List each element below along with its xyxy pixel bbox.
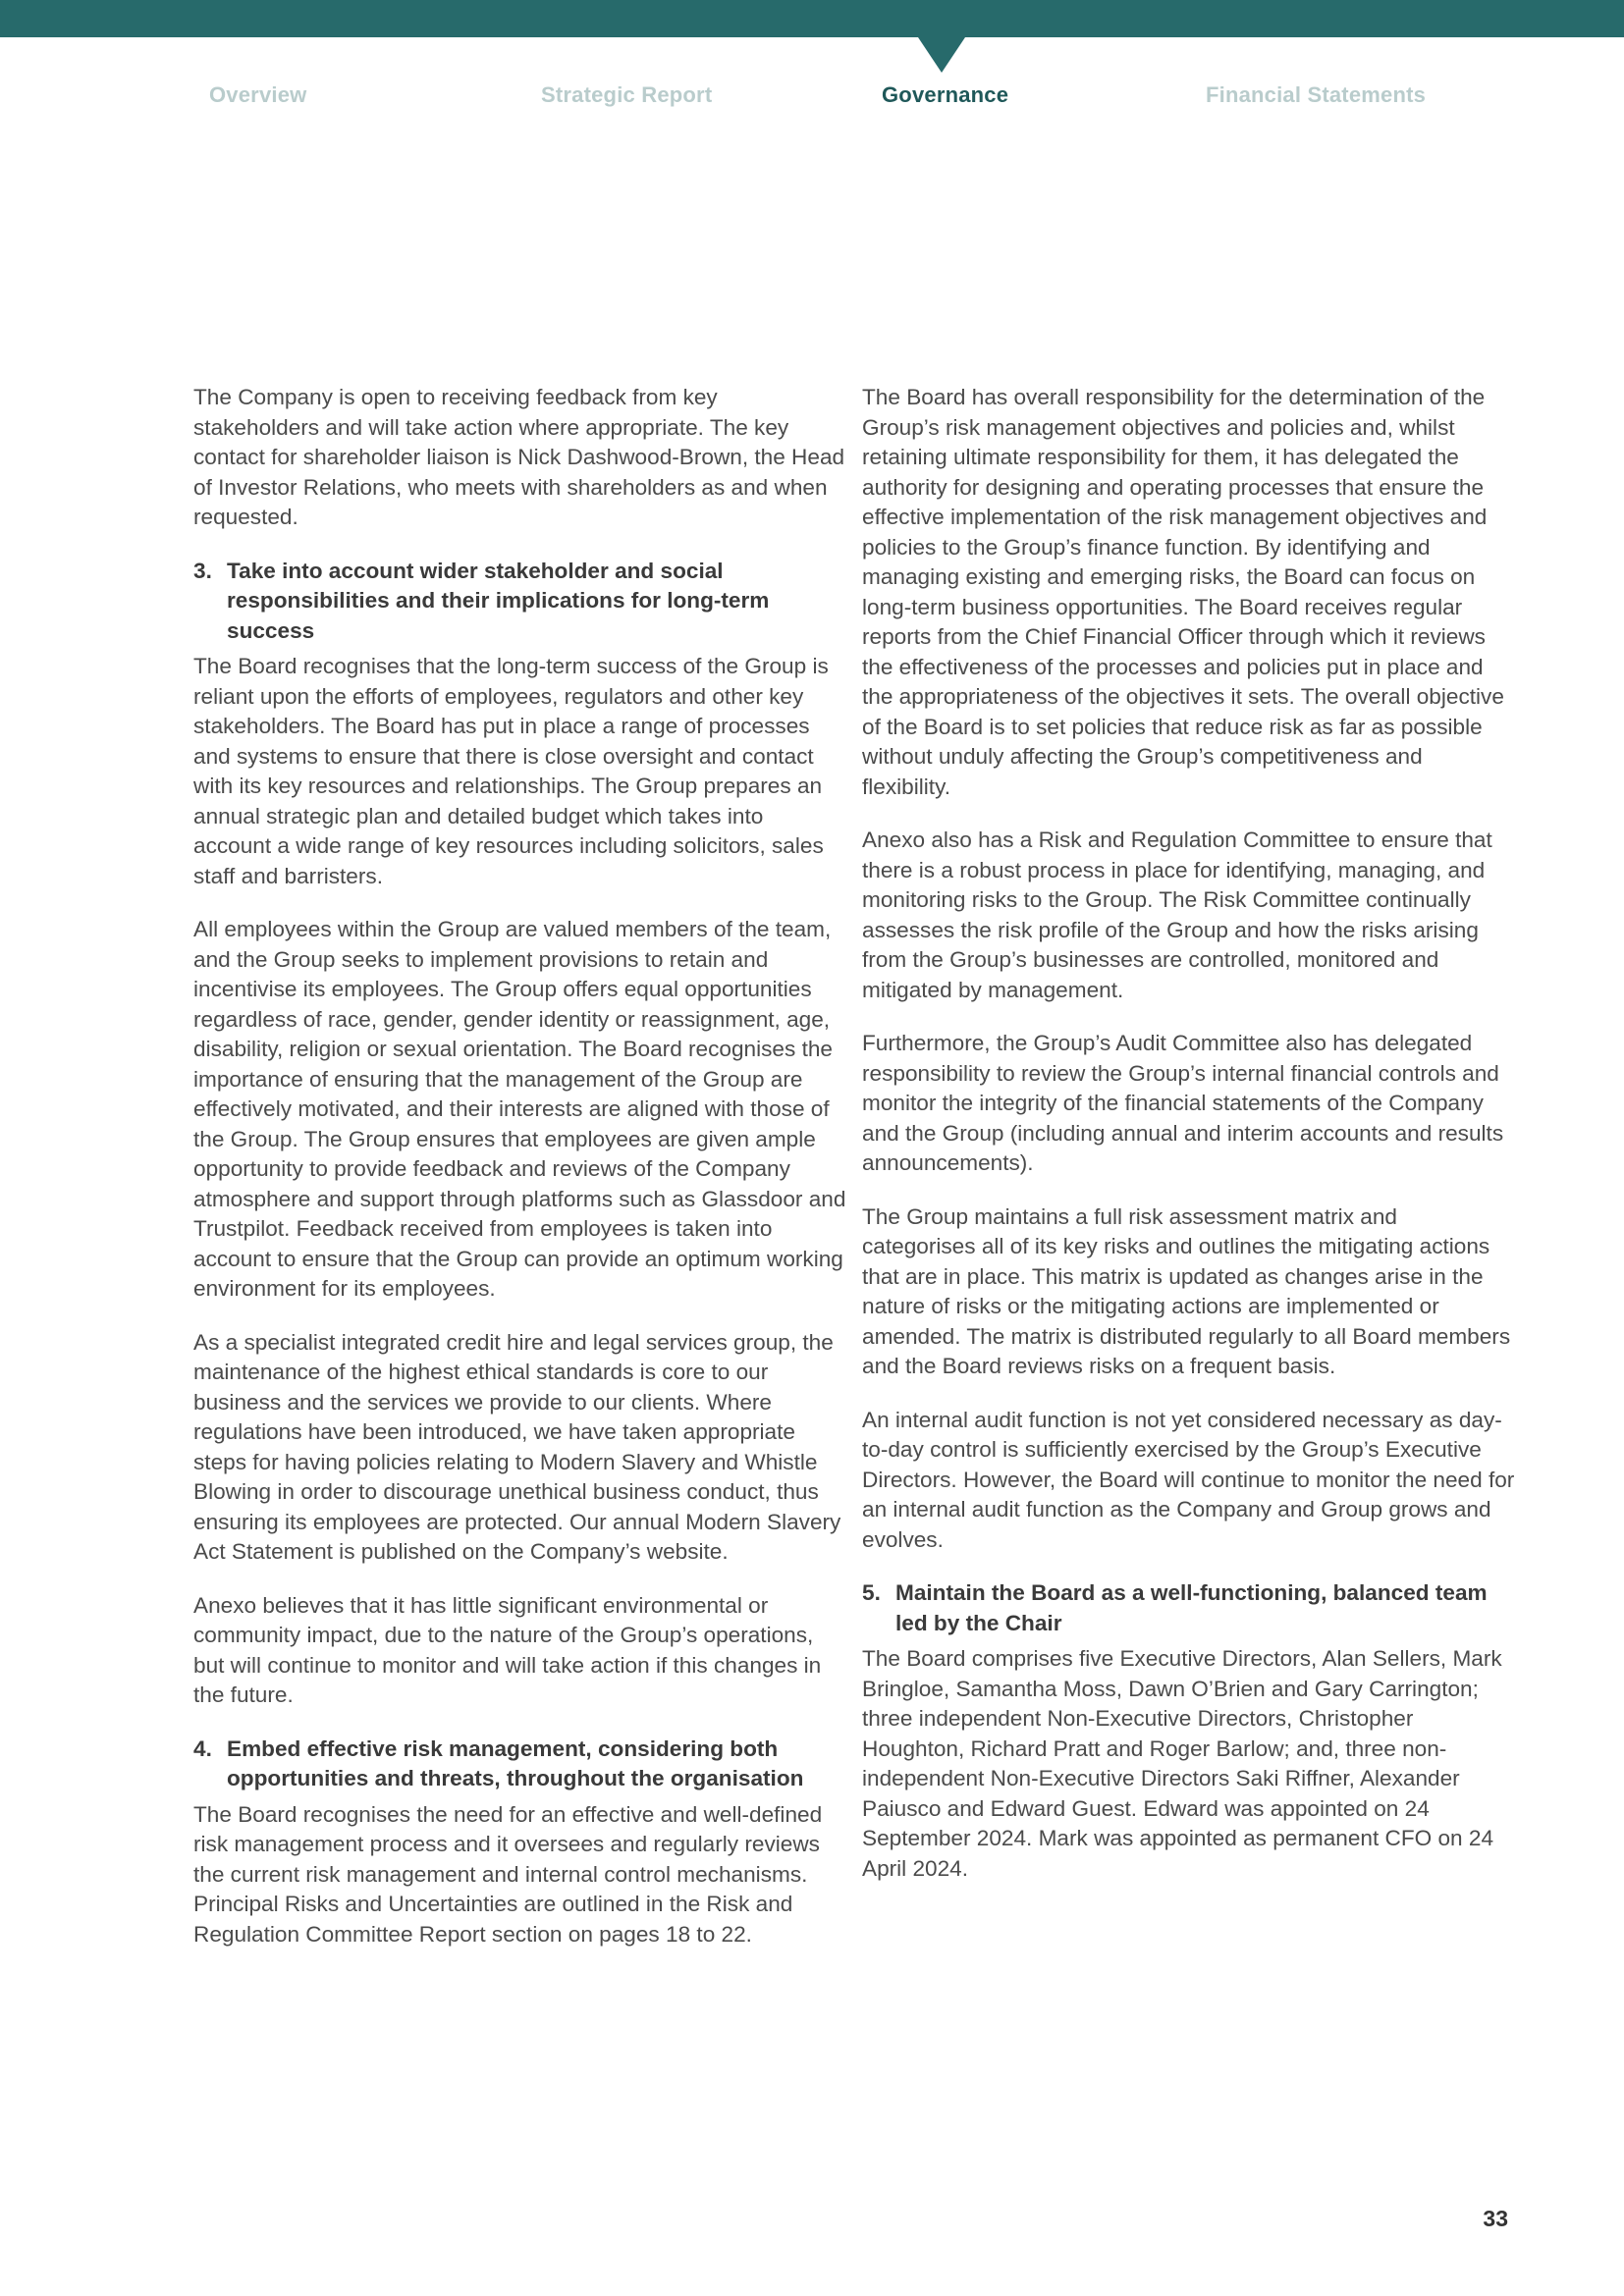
left-column [193, 383, 846, 1973]
paragraph: As a specialist integrated credit hire and legal services group, the maintenance of the highest ethical standards is core to our business and the services we provide to our clients. Where regulations have been introduced, we have taken appropriate steps for having policies relating to Modern Slavery and Whistle Blowing in order to discourage unethical business conduct, thus ensuring its employees are protected. Our annual Modern Slavery Act Statement is published on the Company’s website. [193, 1329, 841, 1564]
section-number: 3. [193, 558, 212, 583]
paragraph: An internal audit function is not yet considered necessary as day-to-day control is sufficiently exercised by the Group’s Executive Directors. However, the Board will continue to monitor the need for an internal audit function as the Company and Group grows and evolves. [862, 1407, 1515, 1552]
nav-item-governance[interactable]: Governance [882, 82, 1009, 107]
section-heading-4 [193, 1735, 846, 1794]
right-column [862, 383, 1515, 1907]
paragraph: Furthermore, the Group’s Audit Committee also has delegated responsibility to review the Group’s internal financial controls and monitor the integrity of the financial statements of the Company and the Group (including annual and interim accounts and results announcements). [862, 1031, 1504, 1175]
section-title: Take into account wider stakeholder and social responsibilities and their implications for long-term success [227, 558, 770, 643]
paragraph: Anexo also has a Risk and Regulation Committee to ensure that there is a robust process in place for identifying, managing, and monitoring risks to the Group. The Risk Committee continually assesses the risk profile of the Group and how the risks arising from the Group’s businesses are controlled, monitored and mitigated by management. [862, 828, 1492, 1002]
section-number: 5. [862, 1580, 881, 1605]
section-heading-5 [862, 1578, 1515, 1638]
paragraph: All employees within the Group are valued members of the team, and the Group seeks to implement provisions to retain and incentivise its employees. The Group offers equal opportunities regardless of race, gender, gender identity or reassignment, age, disability, religion or sexual orientation. The Board recognises the importance of ensuring that the management of the Group are effectively motivated, and their interests are aligned with those of the Group. The Group ensures that employees are given ample opportunity to provide feedback and reviews of the Company atmosphere and support through platforms such as Glassdoor and Trustpilot. Feedback received from employees is taken into account to ensure that the Group can provide an optimum working environment for its employees. [193, 917, 846, 1301]
paragraph: The Board has overall responsibility for the determination of the Group’s risk management objectives and policies and, whilst retaining ultimate responsibility for them, it has delegated the authority for designing and operating processes that ensure the effective implementation of the risk management objectives and policies to the Group’s finance function. By identifying and managing existing and emerging risks, the Board can focus on long-term business opportunities. The Board receives regular reports from the Chief Financial Officer through which it reviews the effectiveness of the processes and policies put in place and the appropriateness of the objectives it sets. The overall objective of the Board is to set policies that reduce risk as far as possible without unduly affecting the Group’s competitiveness and flexibility. [862, 385, 1504, 799]
page-number: 33 [1483, 2206, 1508, 2231]
header-bar [0, 0, 1624, 37]
section-title: Maintain the Board as a well-functioning, balanced team led by the Chair [895, 1580, 1488, 1635]
paragraph: Anexo believes that it has little significant environmental or community impact, due to the nature of the Group’s operations, but will continue to monitor and will take action if this changes in the future. [193, 1592, 822, 1707]
active-tab-pointer [918, 37, 965, 73]
paragraph: The Company is open to receiving feedback from key stakeholders and will take action where appropriate. The key contact for shareholder liaison is Nick Dashwood-Brown, the Head of Investor Relations, who meets with shareholders as and when requested. [193, 385, 845, 529]
paragraph: The Board comprises five Executive Directors, Alan Sellers, Mark Bringloe, Samantha Moss, Dawn O’Brien and Gary Carrington; three independent Non-Executive Directors, Christopher Houghton, Richard Pratt and Roger Barlow; and, three non-independent Non-Executive Directors Saki Riffner, Alexander Paiusco and Edward Guest. Edward was appointed on 24 September 2024. Mark was appointed as permanent CFO on 24 April 2024. [862, 1646, 1502, 1881]
nav-item-financial-statements[interactable]: Financial Statements [1206, 82, 1427, 107]
nav-item-strategic-report[interactable]: Strategic Report [541, 82, 713, 107]
paragraph: The Board recognises the need for an effective and well-defined risk management process and it oversees and regularly reviews the current risk management and internal control mechanisms. Principal Risks and Uncertainties are outlined in the Risk and Regulation Committee Report section on pages 18 to 22. [193, 1801, 823, 1947]
section-title: Embed effective risk management, considering both opportunities and threats, throughout the organisation [227, 1735, 804, 1790]
paragraph: The Group maintains a full risk assessment matrix and categorises all of its key risks and outlines the mitigating actions that are in place. This matrix is updated as changes arise in the nature of risks or the mitigating actions are implemented or amended. The matrix is distributed regularly to all Board members and the Board reviews risks on a frequent basis. [862, 1203, 1511, 1378]
section-number: 4. [193, 1735, 212, 1761]
section-heading-3 [193, 557, 846, 647]
section-nav [0, 82, 1624, 112]
nav-item-overview[interactable]: Overview [209, 82, 307, 107]
paragraph: The Board recognises that the long-term success of the Group is reliant upon the efforts of employees, regulators and other key stakeholders. The Board has put in place a range of processes and systems to ensure that there is close oversight and contact with its key resources and relationships. The Group prepares an annual strategic plan and detailed budget which takes into account a wide range of key resources including solicitors, sales staff and barristers. [193, 654, 829, 888]
